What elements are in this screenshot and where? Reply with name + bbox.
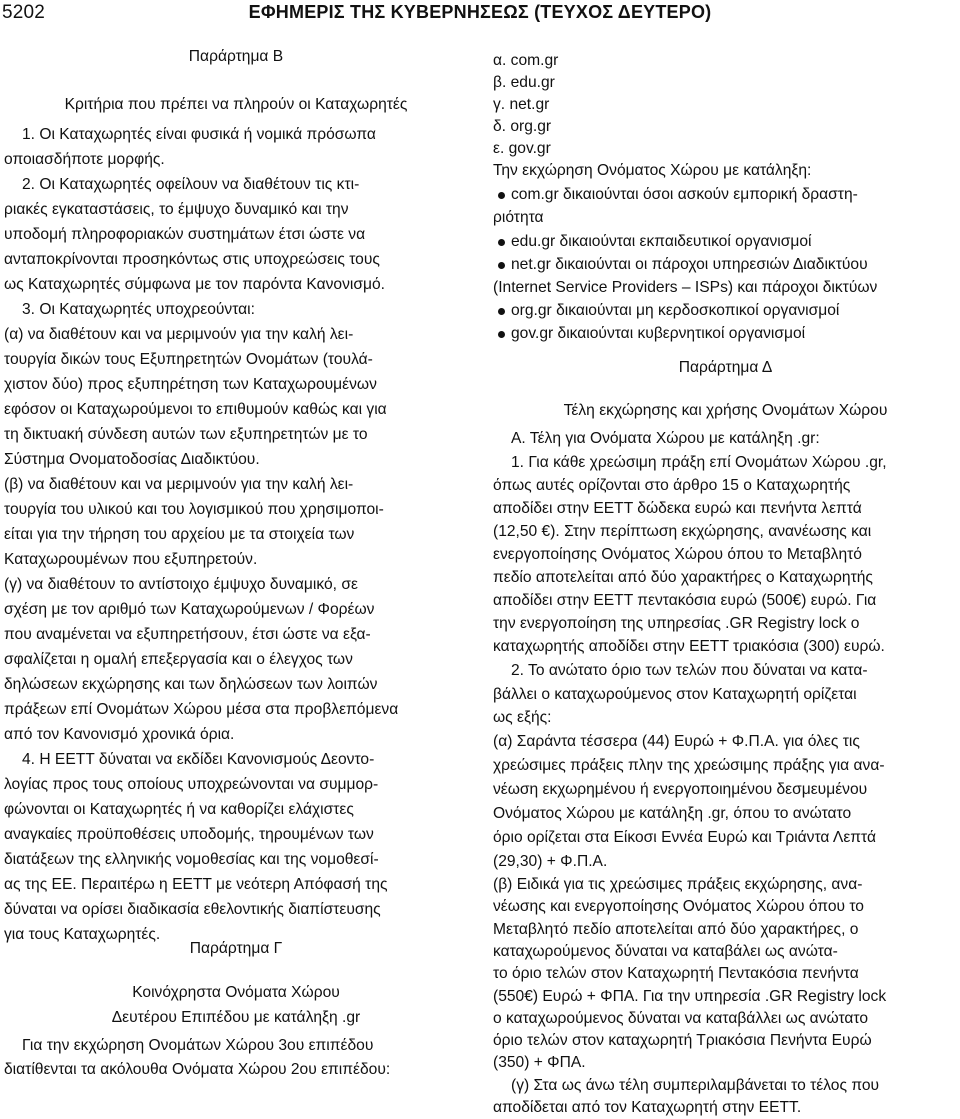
left-line-text: λογίας προς τους οποίους υποχρεώνονται να συμμορ-	[4, 776, 379, 793]
right-line-text: νέωση εκχωρημένου ή ενεργοποιημένου δεσμευμένου	[493, 781, 868, 798]
right-bullet-item	[493, 254, 958, 276]
right-line-text: com.gr δικαιούνται όσοι ασκούν εμπορική δραστη-	[511, 186, 858, 203]
left-line-text: ας της ΕΕ. Περαιτέρω η ΕΕΤΤ με νεότερη Απόφασή της	[4, 876, 388, 893]
bullet-dot-icon	[498, 239, 505, 246]
right-paragraph-start	[493, 660, 958, 682]
left-line	[4, 474, 468, 496]
left-line	[4, 399, 468, 421]
left-line	[4, 699, 468, 721]
right-bullet-item	[493, 323, 958, 345]
left-heading	[4, 46, 468, 68]
left-line-text: διατάξεων της ελληνικής νομοθεσίας και της νομοθεσί-	[4, 851, 379, 868]
right-column	[493, 0, 958, 1116]
right-line-text: χρεώσιμες πράξεις πλην της χρεώσιμης πράξης για ανα-	[493, 757, 885, 774]
left-line-text: σφαλίζεται η ομαλή επεξεργασία και ο έλεγχος των	[4, 651, 353, 668]
right-line	[493, 1030, 958, 1052]
right-line	[493, 896, 958, 918]
left-line	[4, 649, 468, 671]
left-line	[4, 149, 468, 171]
right-line-text: β. edu.gr	[493, 74, 555, 91]
right-line-text: Τέλη εκχώρησης και χρήσης Ονομάτων Χώρου	[563, 402, 888, 419]
left-line-text: είται για την τήρηση του αρχείου με τα στοιχεία των	[4, 526, 355, 543]
right-paragraph-start	[493, 428, 958, 450]
left-line-text: Κριτήρια που πρέπει να πληρούν οι Καταχωρητές	[64, 96, 408, 113]
right-line-text: (350) + ΦΠΑ.	[493, 1054, 586, 1072]
bullet-dot-icon	[498, 192, 505, 199]
left-line-text: Παράρτημα Β	[188, 48, 284, 65]
right-line-text: 1. Για κάθε χρεώσιμη πράξη επί Ονομάτων Χώρου .gr,	[511, 454, 887, 471]
right-line	[493, 160, 958, 182]
right-line	[493, 963, 958, 985]
right-line-text: org.gr δικαιούνται μη κερδοσκοπικοί οργανισμοί	[511, 302, 840, 319]
left-line-text: τουργία δικών τους Εξυπηρετητών Ονομάτων (τουλά-	[4, 351, 373, 368]
right-line	[493, 498, 958, 520]
left-line	[4, 374, 468, 396]
right-line	[493, 707, 958, 729]
right-line-text: Την εκχώρηση Ονόματος Χώρου με κατάληξη:	[493, 162, 812, 179]
right-line-text: αποδίδει στην ΕΕΤΤ πεντακόσια ευρώ (500€) ευρώ. Για	[493, 592, 877, 609]
left-line	[4, 549, 468, 571]
right-line-text: (Internet Service Providers – ISPs) και πάροχοι δικτύων	[493, 279, 878, 296]
left-line-text: από τον Κανονισμό χρονικά όρια.	[4, 726, 235, 743]
left-line	[4, 674, 468, 696]
right-bullet-item	[493, 184, 958, 206]
left-line	[4, 449, 468, 471]
left-line	[4, 774, 468, 796]
left-column	[4, 0, 468, 1095]
right-line	[493, 475, 958, 497]
right-line-text: ο καταχωρούμενος δύναται να καταβάλλει ως ανώτατο	[493, 1009, 869, 1027]
left-line	[4, 874, 468, 896]
bullet-dot-icon	[498, 331, 505, 338]
left-paragraph-start	[4, 749, 468, 771]
right-line	[493, 613, 958, 635]
right-line	[493, 779, 958, 801]
left-line-text: διατίθενται τα ακόλουθα Ονόματα Χώρου 2ου επιπέδου:	[4, 1061, 391, 1078]
right-line-text: Παράρτημα Δ	[678, 359, 773, 376]
gazette-title: ΕΦΗΜΕΡΙΣ ΤΗΣ ΚΥΒΕΡΝΗΣΕΩΣ (ΤΕΥΧΟΣ ΔΕΥΤΕΡΟ)	[248, 2, 712, 22]
right-line-text: το όριο τελών στον Καταχωρητή Πεντακόσια πενήντα	[493, 965, 859, 983]
left-line-text: πράξεων επί Ονομάτων Χώρου μέσα στα προβλεπόμενα	[4, 701, 399, 718]
right-line-text: καταχωρούμενος δύναται να καταβάλει ως ανώτα-	[493, 942, 838, 960]
right-line	[493, 755, 958, 777]
right-line	[493, 50, 958, 72]
right-line	[493, 1052, 958, 1074]
right-line-text: (12,50 €). Στην περίπτωση εκχώρησης, ανανέωσης και	[493, 523, 872, 540]
right-line	[493, 636, 958, 658]
left-line	[4, 574, 468, 596]
right-bullet-item	[493, 300, 958, 322]
left-line-text: υποδομή πληροφοριακών συστημάτων έτσι ώστε να	[4, 226, 366, 243]
left-line-text: που αναμένεται να εξυπηρετήσουν, έτσι ώστε να εξα-	[4, 626, 371, 643]
left-paragraph-start	[4, 174, 468, 196]
left-line-text: Σύστημα Ονοματοδοσίας Διαδικτύου.	[4, 451, 260, 468]
right-line-text: Ονόματος Χώρου με κατάληξη .gr, όπου το ανώτατο	[493, 805, 852, 822]
left-line	[4, 724, 468, 746]
right-line-text: α. com.gr	[493, 52, 559, 69]
left-line-text: 2. Οι Καταχωρητές οφείλουν να διαθέτουν τις κτι-	[22, 176, 360, 193]
bullet-dot-icon	[498, 262, 505, 269]
right-line	[493, 986, 958, 1008]
right-line-text: ε. gov.gr	[493, 140, 551, 157]
left-line-text: Παράρτημα Γ	[189, 940, 283, 957]
left-heading	[4, 1007, 468, 1029]
left-line-text: (α) να διαθέτουν και να μεριμνούν για την καλή λει-	[4, 326, 354, 343]
left-line-text: Κοινόχρηστα Ονόματα Χώρου	[132, 984, 340, 1001]
left-line-text: αναγκαίες προϋποθέσεις υποδομής, τηρουμένων των	[4, 826, 374, 843]
right-line-text: (29,30) + Φ.Π.Α.	[493, 853, 608, 870]
right-line	[493, 1008, 958, 1030]
right-line-text: όπως αυτές ορίζονται στο άρθρο 15 ο Καταχωρητής	[493, 477, 851, 494]
right-line-text: 2. Το ανώτατο όριο των τελών που δύναται να κατα-	[511, 662, 868, 679]
left-paragraph-start	[4, 1035, 468, 1057]
page-number: 5202	[2, 2, 46, 23]
left-line-text: εφόσον οι Καταχωρούμενοι το επιθυμούν καθώς και για	[4, 401, 387, 418]
left-line-text: (β) να διαθέτουν και να μεριμνούν για την καλή λει-	[4, 476, 354, 493]
right-line	[493, 590, 958, 612]
right-line	[493, 1097, 958, 1119]
right-line	[493, 941, 958, 963]
right-line-text: πεδίο αποτελείται από δύο χαρακτήρες ο Καταχωρητής	[493, 569, 873, 586]
left-line	[4, 349, 468, 371]
right-line	[493, 94, 958, 116]
right-paragraph-start	[493, 452, 958, 474]
left-heading	[4, 982, 468, 1004]
left-line-text: δύναται να ορίσει διαδικασία εθελοντικής διαπίστευσης	[4, 901, 381, 918]
right-line-text: ριότητα	[493, 209, 544, 226]
right-line-text: Μεταβλητό πεδίο αποτελείται από δύο χαρακτήρες, ο	[493, 920, 859, 938]
right-line-text: βάλλει ο καταχωρούμενος στον Καταχωρητή ορίζεται	[493, 686, 857, 703]
left-line	[4, 524, 468, 546]
right-line-text: (γ) Στα ως άνω τέλη συμπεριλαμβάνεται το τέλος που	[511, 1076, 880, 1094]
left-heading	[4, 94, 468, 116]
right-heading	[493, 400, 958, 422]
left-line	[4, 849, 468, 871]
left-line-text: ριακές εγκαταστάσεις, το έμψυχο δυναμικό και την	[4, 201, 349, 218]
right-line	[493, 521, 958, 543]
right-line-text: (α) Σαράντα τέσσερα (44) Ευρώ + Φ.Π.Α. για όλες τις	[493, 733, 860, 750]
left-line-text: χιστον δύο) προς εξυπηρέτηση των Καταχωρουμένων	[4, 376, 377, 393]
right-line-text: αποδίδει στην ΕΕΤΤ δώδεκα ευρώ και πενήντα λεπτά	[493, 500, 862, 517]
left-line	[4, 899, 468, 921]
right-line	[493, 72, 958, 94]
left-line-text: για τους Καταχωρητές.	[4, 926, 161, 943]
right-line	[493, 874, 958, 896]
bullet-dot-icon	[498, 308, 505, 315]
right-line-text: αποδίδεται από τον Καταχωρητή στην ΕΕΤΤ.	[493, 1099, 802, 1116]
right-line-text: όριο ορίζεται στα Είκοσι Εννέα Ευρώ και Τριάντα Λεπτά	[493, 829, 876, 846]
right-line	[493, 803, 958, 825]
right-bullet-item	[493, 231, 958, 253]
right-heading	[493, 357, 958, 379]
left-heading	[4, 938, 468, 960]
left-line-text: δηλώσεων εκχώρησης και των δηλώσεων των λοιπών	[4, 676, 378, 693]
left-line	[4, 824, 468, 846]
left-line	[4, 274, 468, 296]
right-line-text: edu.gr δικαιούνται εκπαιδευτικοί οργανισμοί	[511, 233, 812, 250]
left-line	[4, 499, 468, 521]
right-line-text: γ. net.gr	[493, 96, 550, 113]
right-line-text: Α. Τέλη για Ονόματα Χώρου με κατάληξη .gr:	[511, 430, 820, 447]
right-line-text: δ. org.gr	[493, 118, 552, 135]
right-line	[493, 684, 958, 706]
left-line-text: Δευτέρου Επιπέδου με κατάληξη .gr	[111, 1009, 361, 1026]
right-line	[493, 544, 958, 566]
left-line	[4, 324, 468, 346]
left-line-text: 1. Οι Καταχωρητές είναι φυσικά ή νομικά πρόσωπα	[22, 126, 376, 143]
right-line-text: gov.gr δικαιούνται κυβερνητικοί οργανισμοί	[511, 325, 806, 342]
left-line-text: 4. Η ΕΕΤΤ δύναται να εκδίδει Κανονισμούς Δεοντο-	[22, 751, 375, 768]
left-line-text: ως Καταχωρητές σύμφωνα με τον παρόντα Κανονισμό.	[4, 276, 385, 293]
right-line-text: (550€) Ευρώ + ΦΠΑ. Για την υπηρεσία .GR Registry lock	[493, 987, 887, 1005]
right-paragraph-start	[493, 1075, 958, 1097]
right-line-text: νέωσης και ενεργοποίησης Ονόματος Χώρου όπου το	[493, 898, 864, 916]
left-line	[4, 624, 468, 646]
left-paragraph-start	[4, 299, 468, 321]
left-line-text: (γ) να διαθέτουν το αντίστοιχο έμψυχο δυναμικό, σε	[4, 576, 358, 593]
right-line-text: (β) Ειδικά για τις χρεώσιμες πράξεις εκχώρησης, ανα-	[493, 876, 863, 893]
left-line-text: ανταποκρίνονται προσηκόντως στις υποχρεώσεις τους	[4, 251, 380, 268]
right-line	[493, 567, 958, 589]
right-line-text: ενεργοποίησης Ονόματος Χώρου όπου το Μεταβλητό	[493, 546, 862, 563]
left-line	[4, 799, 468, 821]
left-line-text: 3. Οι Καταχωρητές υποχρεούνται:	[22, 301, 255, 318]
left-line-text: φώνονται οι Καταχωρητές ή να καθορίζει ελάχιστες	[4, 801, 354, 818]
left-line	[4, 199, 468, 221]
right-line	[493, 207, 958, 229]
right-line-text: ως εξής:	[493, 709, 552, 726]
left-line-text: τουργία του υλικού και του λογισμικού που χρησιμοποι-	[4, 501, 384, 518]
right-line	[493, 116, 958, 138]
right-line	[493, 919, 958, 941]
right-line	[493, 827, 958, 849]
left-line-text: οποιασδήποτε μορφής.	[4, 151, 165, 168]
right-line-text: net.gr δικαιούνται οι πάροχοι υπηρεσιών Διαδικτύου	[511, 256, 868, 273]
left-line	[4, 424, 468, 446]
right-line-text: όριο τελών στον καταχωρητή Τριακόσια Πενήντα Ευρώ	[493, 1032, 872, 1050]
left-line	[4, 1059, 468, 1081]
right-line	[493, 851, 958, 873]
left-paragraph-start	[4, 124, 468, 146]
right-line-text: την ενεργοποίηση της υπηρεσίας .GR Registry lock ο	[493, 615, 860, 632]
right-line-text: καταχωρητής αποδίδει στην ΕΕΤΤ τριακόσια (300) ευρώ.	[493, 638, 885, 655]
left-line	[4, 249, 468, 271]
left-line-text: Καταχωρουμένων που εξυπηρετούν.	[4, 551, 258, 568]
right-line	[493, 277, 958, 299]
left-line-text: τη δικτυακή σύνδεση αυτών των εξυπηρετητών με το	[4, 426, 368, 443]
right-line	[493, 138, 958, 160]
left-line-text: Για την εκχώρηση Ονομάτων Χώρου 3ου επιπέδου	[22, 1037, 374, 1054]
left-line	[4, 599, 468, 621]
left-line-text: σχέση με τον αριθμό των Καταχωρούμενων / Φορέων	[4, 601, 375, 618]
left-line	[4, 224, 468, 246]
right-line	[493, 731, 958, 753]
